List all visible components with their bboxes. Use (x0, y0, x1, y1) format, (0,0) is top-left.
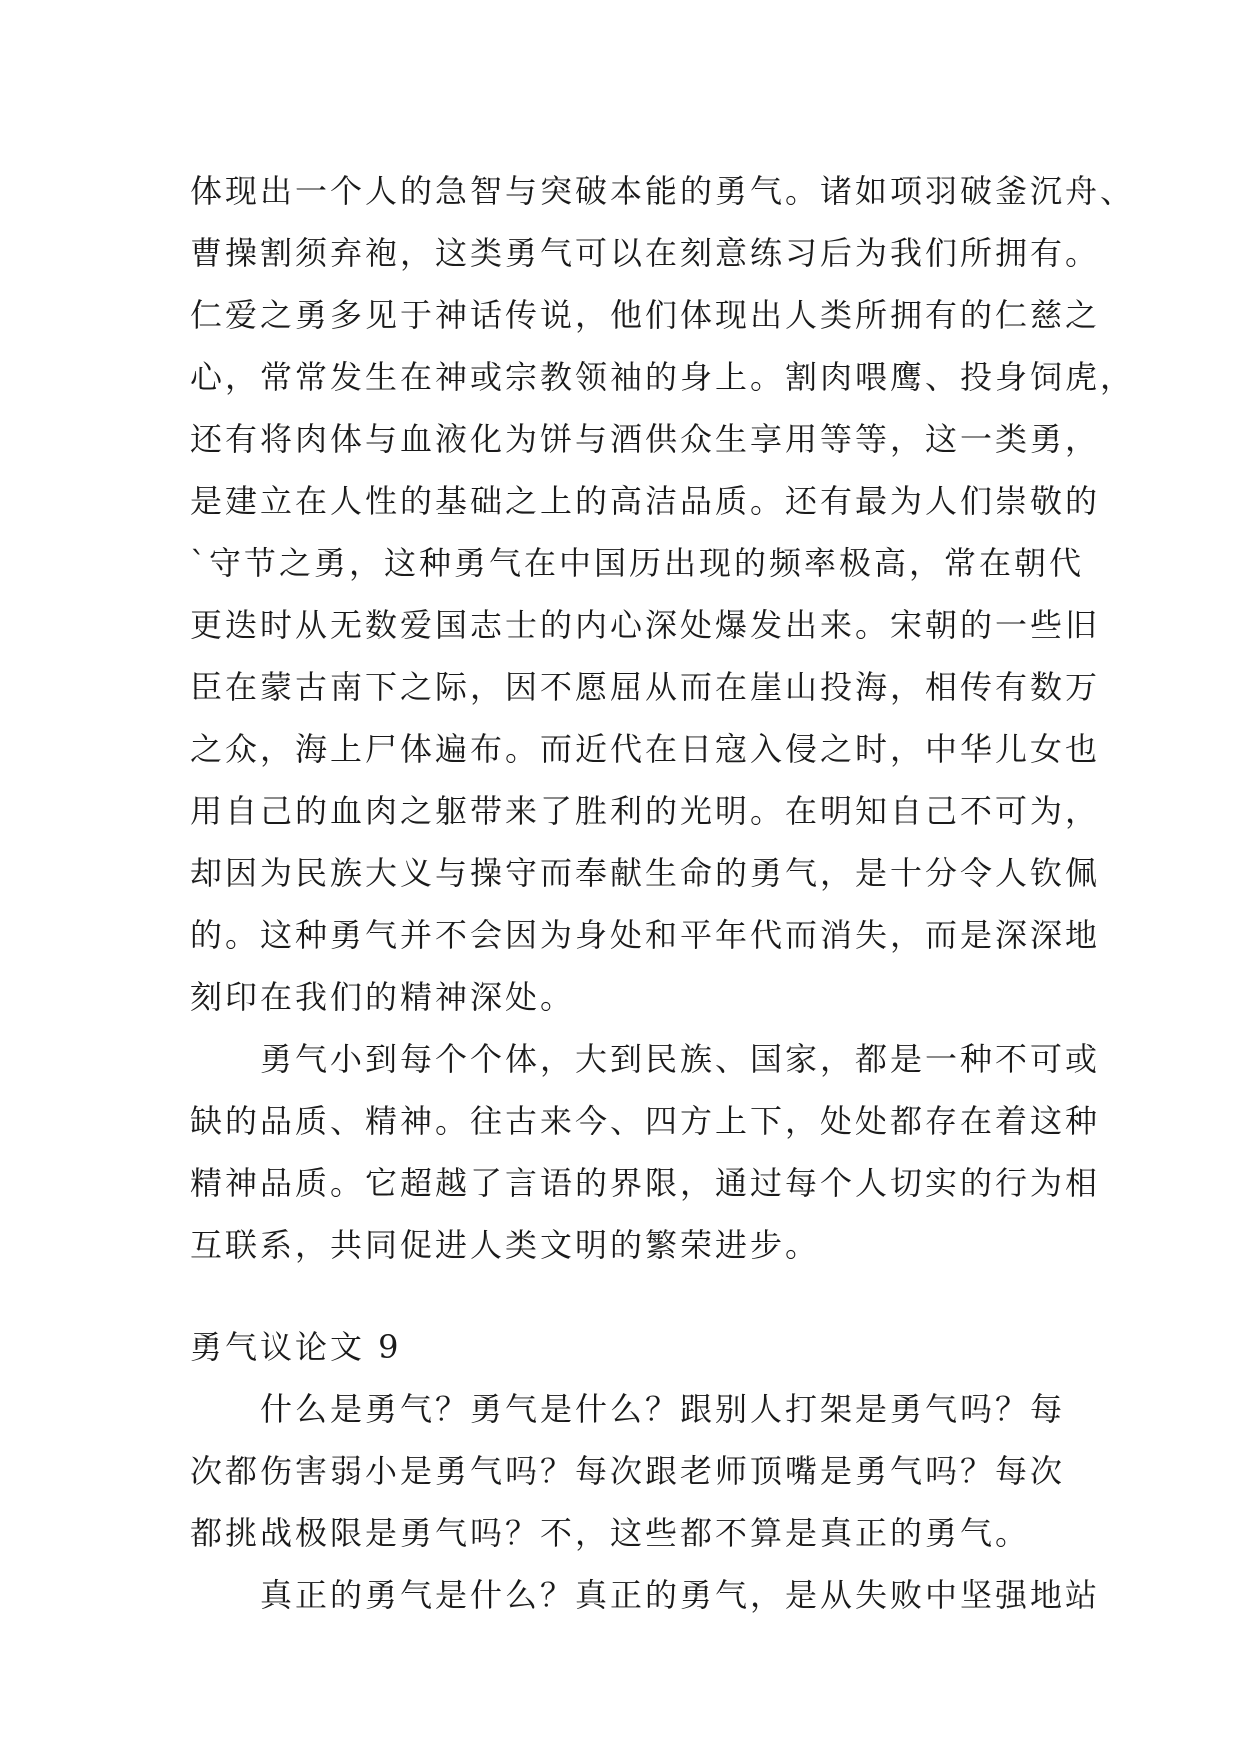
text-line: 都挑战极限是勇气吗？不，这些都不算是真正的勇气。 (190, 1514, 1031, 1552)
text-line: 缺的品质、精神。往古来今、四方上下，处处都存在着这种 (190, 1102, 1101, 1140)
text-line: 臣在蒙古南下之际，因不愿屈从而在崖山投海，相传有数万 (190, 668, 1101, 706)
text-line: 更迭时从无数爱国志士的内心深处爆发出来。宋朝的一些旧 (190, 606, 1101, 644)
text-line: `守节之勇，这种勇气在中国历出现的频率极高，常在朝代 (190, 544, 1085, 582)
text-line: 次都伤害弱小是勇气吗？每次跟老师顶嘴是勇气吗？每次 (190, 1452, 1066, 1490)
text-line: 曹操割须弃袍，这类勇气可以在刻意练习后为我们所拥有。 (190, 234, 1101, 272)
text-line: 体现出一个人的急智与突破本能的勇气。诸如项羽破釜沉舟、 (190, 172, 1136, 210)
text-line: 却因为民族大义与操守而奉献生命的勇气，是十分令人钦佩 (190, 854, 1101, 892)
section-title: 勇气议论文 9 (190, 1328, 402, 1366)
text-line: 真正的勇气是什么？真正的勇气，是从失败中坚强地站 (190, 1576, 1101, 1614)
text-line: 精神品质。它超越了言语的界限，通过每个人切实的行为相 (190, 1164, 1101, 1202)
paragraph-1 (190, 160, 1136, 1028)
text-line: 仁爱之勇多见于神话传说，他们体现出人类所拥有的仁慈之 (190, 296, 1101, 334)
text-line: 心，常常发生在神或宗教领袖的身上。割肉喂鹰、投身饲虎， (190, 358, 1136, 396)
text-line: 什么是勇气？勇气是什么？跟别人打架是勇气吗？每 (190, 1390, 1066, 1428)
text-line: 勇气小到每个个体，大到民族、国家，都是一种不可或 (190, 1040, 1101, 1078)
document-body (190, 160, 1136, 1626)
text-line: 是建立在人性的基础之上的高洁品质。还有最为人们崇敬的 (190, 482, 1101, 520)
text-line: 刻印在我们的精神深处。 (190, 978, 576, 1016)
paragraph-4 (190, 1564, 1110, 1626)
section-gap (190, 1276, 1110, 1316)
text-line: 还有将肉体与血液化为饼与酒供众生享用等等，这一类勇， (190, 420, 1101, 458)
paragraph-3 (190, 1378, 1110, 1564)
paragraph-2 (190, 1028, 1110, 1276)
text-line: 的。这种勇气并不会因为身处和平年代而消失，而是深深地 (190, 916, 1101, 954)
text-line: 用自己的血肉之躯带来了胜利的光明。在明知自己不可为， (190, 792, 1101, 830)
text-line: 互联系，共同促进人类文明的繁荣进步。 (190, 1226, 821, 1264)
text-line: 之众，海上尸体遍布。而近代在日寇入侵之时，中华儿女也 (190, 730, 1101, 768)
